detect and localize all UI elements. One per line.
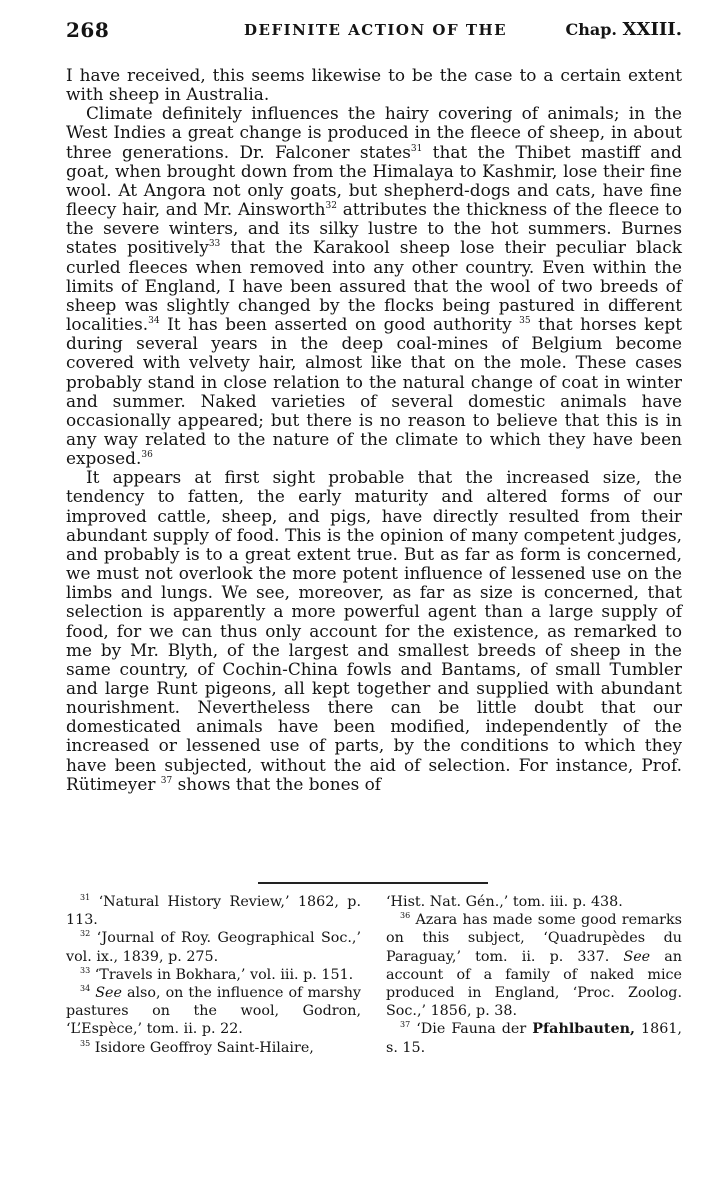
chapter-number: XXIII. [622, 19, 682, 40]
footnote-ref: 31 [80, 893, 91, 902]
text-run: shows that the bones of [172, 773, 382, 794]
footnote [66, 893, 361, 929]
text-run: I have received, this seems likewise to be the case to a certain extent with sheep in Australia. [66, 65, 682, 105]
footnote-ref: 36 [400, 911, 411, 921]
text-run: It has been asserted on good authority [159, 314, 520, 335]
footnote [386, 1020, 682, 1056]
italic-text: See [623, 948, 651, 965]
chapter-indicator [565, 19, 682, 40]
text-run: It appears at first sight probable that the increased size, the tendency to fatten, the early maturity and altered forms of our improved cattle, sheep, and pigs, have directly resulted from their abundant supply of food. This is the opinion of many competent judges, and probably is to a great extent true. But as far as form is concerned, we must not overlook the more potent influence of lessened use on the limbs and lungs. We see, moreover, as far as size is concerned, that selection is apparently a more powerful agent than a large supply of food, for we can thus only account for the existence, as remarked to me by Mr. Blyth, of the largest and smallest breeds of sheep in the same country, of Cochin-China fowls and Bantams, of small Tumbler and large Runt pigeons, all kept together and supplied with abundant nourishment. Nevertheless there can be little doubt that our domesticated animals have been modified, independently of the increased or lessened use of parts, by the conditions to which they have been subjected, without the aid of selection. For instance, Prof. Rütimeyer [66, 467, 682, 794]
text-run: that the Thibet mastiff and goat, when brought down from the Himalaya to Kashmir, lose their fine wool. At Angora not only goats, but shepherd-dogs and cats, have fine fleecy hair, and Mr. Ainsworth [66, 141, 682, 220]
footnote-ref: 37 [400, 1020, 411, 1030]
footnote-ref: 35 [519, 316, 531, 327]
footnote [66, 1039, 361, 1057]
footnote-continuation [386, 893, 682, 911]
text-run: an account of a family of naked mice produced in England, ‘Proc. Zoolog. Soc.,’ 1856, p. 38. [386, 948, 683, 1020]
text-run: Climate definitely influences the hairy covering of animals; in the West Indies a great change is produced in the fleece of sheep, in about three generations. Dr. Falconer states [66, 103, 682, 162]
footnote [386, 911, 682, 1020]
footnote [66, 984, 361, 1039]
footnote-column-left [66, 893, 361, 1057]
footnote-column-right [386, 893, 682, 1057]
footnote [66, 929, 361, 965]
text-run: ‘Natural History Review,’ 1862, p. 113. [66, 894, 361, 929]
text-run: ‘Travels in Bokhara,’ vol. iii. p. 151. [90, 966, 354, 983]
paragraph [66, 468, 682, 794]
text-run: Azara has made some good remarks on this subject, ‘Quadrupèdes du Paraguay,’ tom. ii. p. 337. [386, 912, 682, 965]
running-title: DEFINITE ACTION OF THE [244, 21, 508, 39]
text-run: that the Karakool sheep lose their peculiar black curled fleeces when removed into any other country. Even within the limits of England, I have been assured that the wool of two breeds of sheep was slightly changed by the flocks being pastured in different localities. [66, 237, 682, 335]
paragraph [66, 104, 682, 468]
footnote-ref: 31 [410, 143, 423, 154]
text-run: ‘Hist. Nat. Gén.,’ tom. iii. p. 438. [386, 894, 623, 910]
running-header [66, 18, 682, 48]
text-run: Isidore Geoffroy Saint-Hilaire, [90, 1039, 314, 1056]
italic-text: See [95, 985, 122, 1002]
text-run: 1861, s. 15. [386, 1021, 682, 1056]
footnote-ref: 33 [80, 965, 91, 975]
bold-text: Pfahlbauten, [532, 1021, 635, 1038]
footnote-ref: 32 [325, 201, 337, 212]
footnote-ref: 34 [148, 316, 160, 327]
footnote-divider [258, 882, 488, 884]
footnote-ref: 36 [141, 450, 153, 461]
footnote-ref: 33 [208, 239, 221, 250]
body-text [66, 66, 682, 794]
chapter-label: Chap. [565, 20, 617, 39]
text-run: ‘Journal of Roy. Geographical Soc.,’ vol. ix., 1839, p. 275. [66, 930, 361, 965]
text-run: that horses kept during several years in the deep coal-mines of Belgium become covered with velvety hair, almost like that on the mole. These cases probably stand in close relation to the natural change of coat in winter and summer. Naked varieties of several domestic animals have occasionally appeared; but there is no reason to believe that this is in any way related to the nature of the climate to which they have been exposed. [66, 314, 682, 469]
paragraph [66, 66, 682, 104]
text-run: also, on the influence of marshy pastures on the wool, Godron, ‘L’Espèce,’ tom. ii. p. 22. [66, 985, 361, 1038]
footnote-ref: 37 [160, 775, 173, 786]
footnote [66, 966, 361, 984]
footnote-ref: 35 [80, 1038, 91, 1048]
text-run: ‘Die Fauna der [410, 1021, 533, 1038]
footnote-ref: 34 [80, 984, 91, 994]
footnote-ref: 32 [80, 929, 91, 939]
page-number: 268 [66, 18, 110, 42]
text-run: attributes the thickness of the fleece to the severe winters, and its silky lustre to the hot summers. Burnes states positively [66, 199, 683, 258]
